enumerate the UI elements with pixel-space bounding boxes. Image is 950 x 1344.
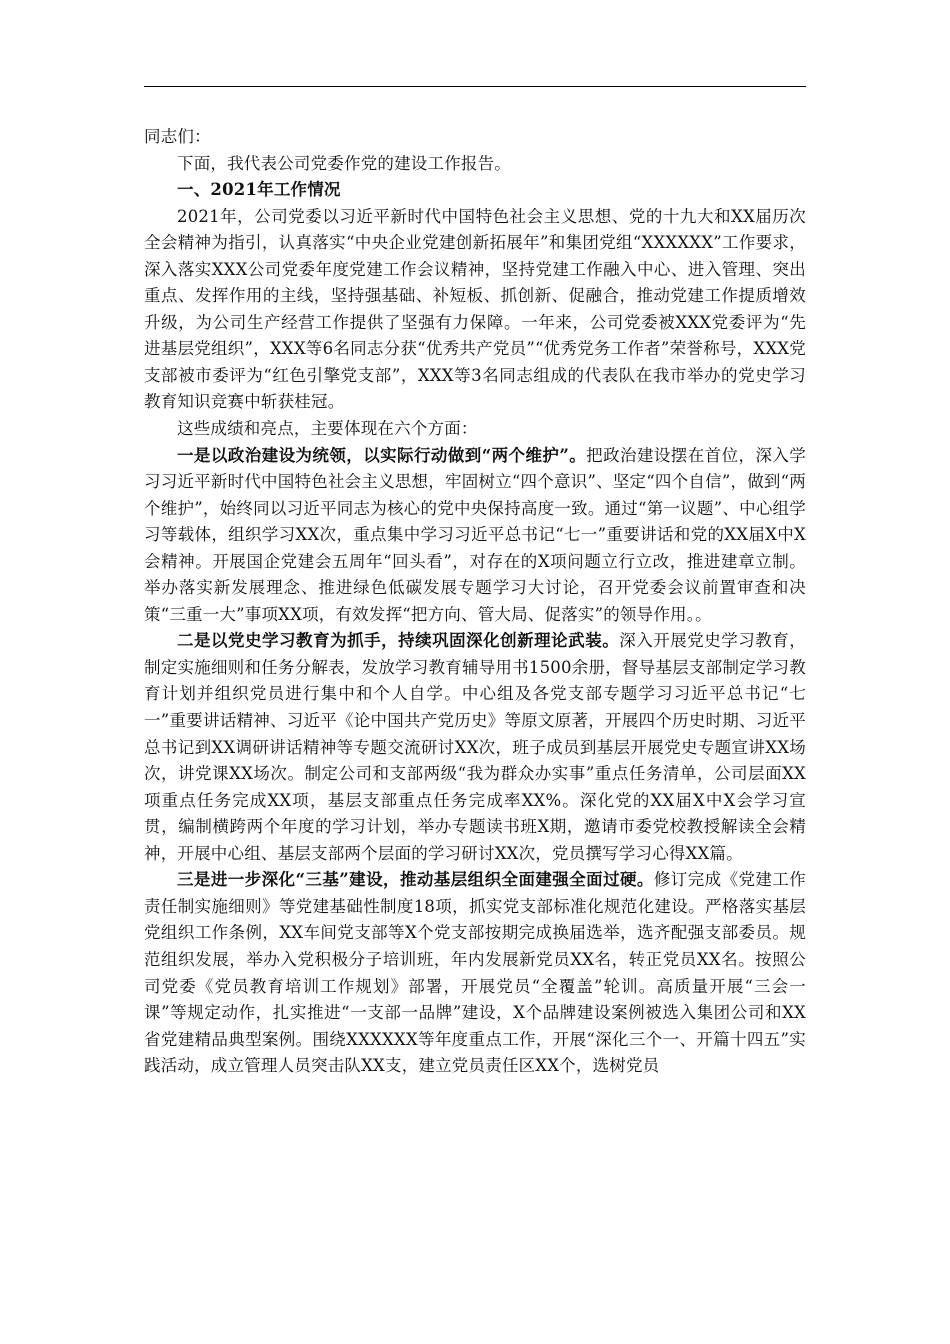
point-1-body: 把政治建设摆在首位，深入学习习近平新时代中国特色社会主义思想，牢固树立“四个意识”、坚定“四个自信”，做到“两个维护”，始终同以习近平同志为核心的党中央保持高度一致。通过“第一议题”、中心组学习等载体，组织学习XX次，重点集中学习习近平总书记“七一”重要讲话和党的XX届X中X会精神。开展国企党建会五周年“回头看”，对存在的X项问题立行立改，推进建章立制。举办落实新发展理念、推进绿色低碳发展专题学习大讨论，召开党委会议前置审查和决策“三重一大”事项XX项，有效发挥“把方向、管大局、促落实”的领导作用。。 (144, 445, 807, 624)
point-1-lead: 一是以政治建设为统领，以实际行动做到“两个维护”。 (177, 445, 587, 465)
point-2-paragraph (144, 628, 806, 867)
document-body (144, 124, 806, 1080)
header-rule (144, 86, 806, 87)
summary-paragraph: 这些成绩和亮点，主要体现在六个方面： (177, 419, 478, 439)
intro-paragraph: 下面，我代表公司党委作党的建设工作报告。 (177, 153, 511, 173)
point-1-paragraph (144, 443, 806, 629)
section-heading: 一、2021年工作情况 (177, 180, 341, 200)
point-2-body: 深入开展党史学习教育，制定实施细则和任务分解表，发放学习教育辅导用书1500余册，督导基层支部制定学习教育计划并组织党员进行集中和个人自学。中心组及各党支部专题学习习近平总书记“七一”重要讲话精神、习近平《论中国共产党历史》等原文原著，开展四个历史时期、习近平总书记到XX调研讲话精神等专题交流研讨XX次，班子成员到基层开展党史专题宣讲XX场次，讲党课XX场次。制定公司和支部两级“我为群众办实事”重点任务清单，公司层面XX项重点任务完成XX项，基层支部重点任务完成率XX%。深化党的XX届X中X会学习宣贯，编制横跨两个年度的学习计划，举办专题读书班X期，邀请市委党校教授解读全会精神，开展中心组、基层支部两个层面的学习研讨XX次，党员撰写学习心得XX篇。 (144, 631, 807, 863)
point-2-lead: 二是以党史学习教育为抓手，持续巩固深化创新理论武装。 (177, 631, 620, 651)
point-3-paragraph (144, 867, 806, 1079)
point-3-body: 修订完成《党建工作责任制实施细则》等党建基础性制度18项，抓实党支部标准化规范化建设。严格落实基层党组织工作条例，XX车间党支部等X个党支部按期完成换届选举，选齐配强支部委员。规范组织发展，举办入党积极分子培训班，年内发展新党员XX名，转正党员XX名。按照公司党委《党员教育培训工作规划》部署，开展党员“全覆盖”轮训。高质量开展“三会一课”等规定动作，扎实推进“一支部一品牌”建设，X个品牌建设案例被选入集团公司和XX省党建精品典型案例。围绕XXXXXX等年度重点工作，开展“深化三个一、开篇十四五”实践活动，成立管理人员突击队XX支，建立党员责任区XX个，选树党员 (144, 870, 806, 1076)
salutation: 同志们： (144, 127, 211, 146)
overview-paragraph: 2021年，公司党委以习近平新时代中国特色社会主义思想、党的十九大和XX届历次全会精神为指引，认真落实“中央企业党建创新拓展年”和集团党组“XXXXXX”工作要求，深入落实XXX公司党委年度党建工作会议精神，坚持党建工作融入中心、进入管理、突出重点、发挥作用的主线，坚持强基础、补短板、抓创新、促融合，推动党建工作提质增效升级，为公司生产经营工作提供了坚强有力保障。一年来，公司党委被XXX党委评为“先进基层党组织”，XXX等6名同志分获“优秀共产党员”“优秀党务工作者”荣誉称号，XXX党支部被市委评为“红色引擎党支部”，XXX等3名同志组成的代表队在我市举办的党史学习教育知识竞赛中斩获桂冠。 (144, 206, 806, 412)
point-3-lead: 三是进一步深化“三基”建设，推动基层组织全面建强全面过硬。 (177, 870, 654, 890)
